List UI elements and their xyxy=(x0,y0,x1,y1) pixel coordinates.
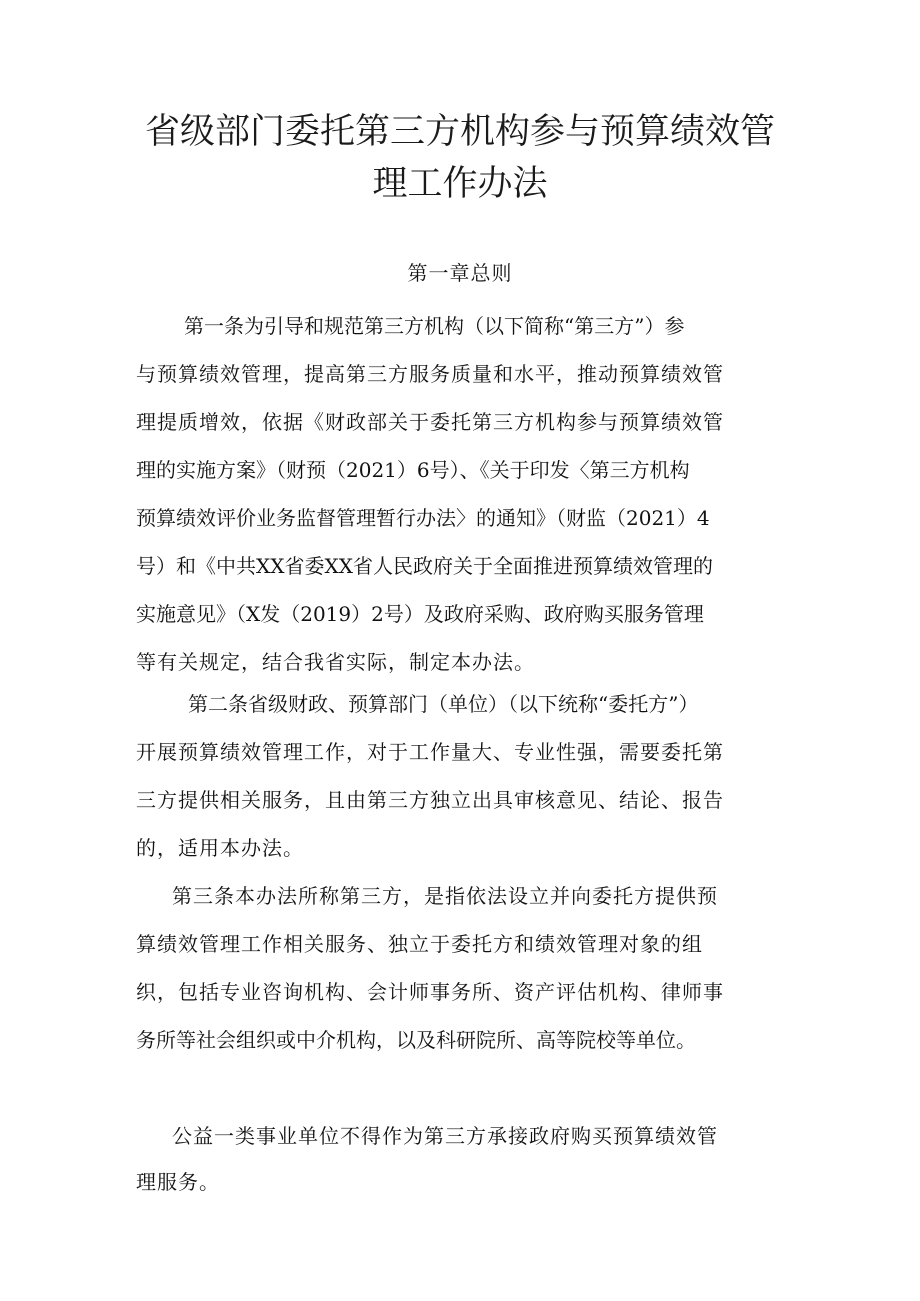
text-line: 号）和《中共XX省委XX省人民政府关于全面推进预算绩效管理的 xyxy=(136,554,713,578)
text-line: 务所等社会组织或中介机构，以及科研院所、高等院校等单位。 xyxy=(136,1028,696,1052)
text-line: 预算绩效评价业务监督管理暂行办法〉的通知》（财监（2021）4 xyxy=(136,506,710,530)
text-line: 实施意见》（X发（2019）2号）及政府采购、政府购买服务管理 xyxy=(136,602,704,626)
text-line: 第二条省级财政、预算部门（单位）（以下统称“委托方”） xyxy=(188,692,699,716)
text-line: 第三条本办法所称第三方，是指依法设立并向委托方提供预 xyxy=(172,884,718,908)
text-line: 公益一类事业单位不得作为第三方承接政府购买预算绩效管 xyxy=(172,1124,718,1148)
article-3 xyxy=(136,872,816,1064)
title-line: 省级部门委托第三方机构参与预算绩效管 xyxy=(144,112,775,152)
text-line: 三方提供相关服务，且由第三方独立出具审核意见、结论、报告 xyxy=(136,788,724,812)
article-1 xyxy=(136,302,816,686)
document-title xyxy=(100,106,820,210)
article-3-continuation xyxy=(136,1112,816,1204)
text-line: 理的实施方案》（财预（2021）6号）、《关于印发〈第三方机构 xyxy=(136,458,690,482)
text-line: 与预算绩效管理，提高第三方服务质量和水平，推动预算绩效管 xyxy=(136,362,724,386)
text-line: 第一条为引导和规范第三方机构（以下简称“第三方”）参 xyxy=(184,314,685,338)
text-line: 理服务。 xyxy=(136,1170,220,1194)
text-line: 理提质增效，依据《财政部关于委托第三方机构参与预算绩效管 xyxy=(136,410,724,434)
text-line: 织，包括专业咨询机构、会计师事务所、资产评估机构、律师事 xyxy=(136,980,724,1004)
text-line: 的，适用本办法。 xyxy=(136,836,304,860)
chapter-heading: 第一章总则 xyxy=(407,261,513,285)
title-line: 理工作办法 xyxy=(372,164,548,204)
article-2 xyxy=(136,680,816,872)
text-line: 开展预算绩效管理工作，对于工作量大、专业性强，需要委托第 xyxy=(136,740,724,764)
text-line: 等有关规定，结合我省实际，制定本办法。 xyxy=(136,650,535,674)
text-line: 算绩效管理工作相关服务、独立于委托方和绩效管理对象的组 xyxy=(136,932,703,956)
